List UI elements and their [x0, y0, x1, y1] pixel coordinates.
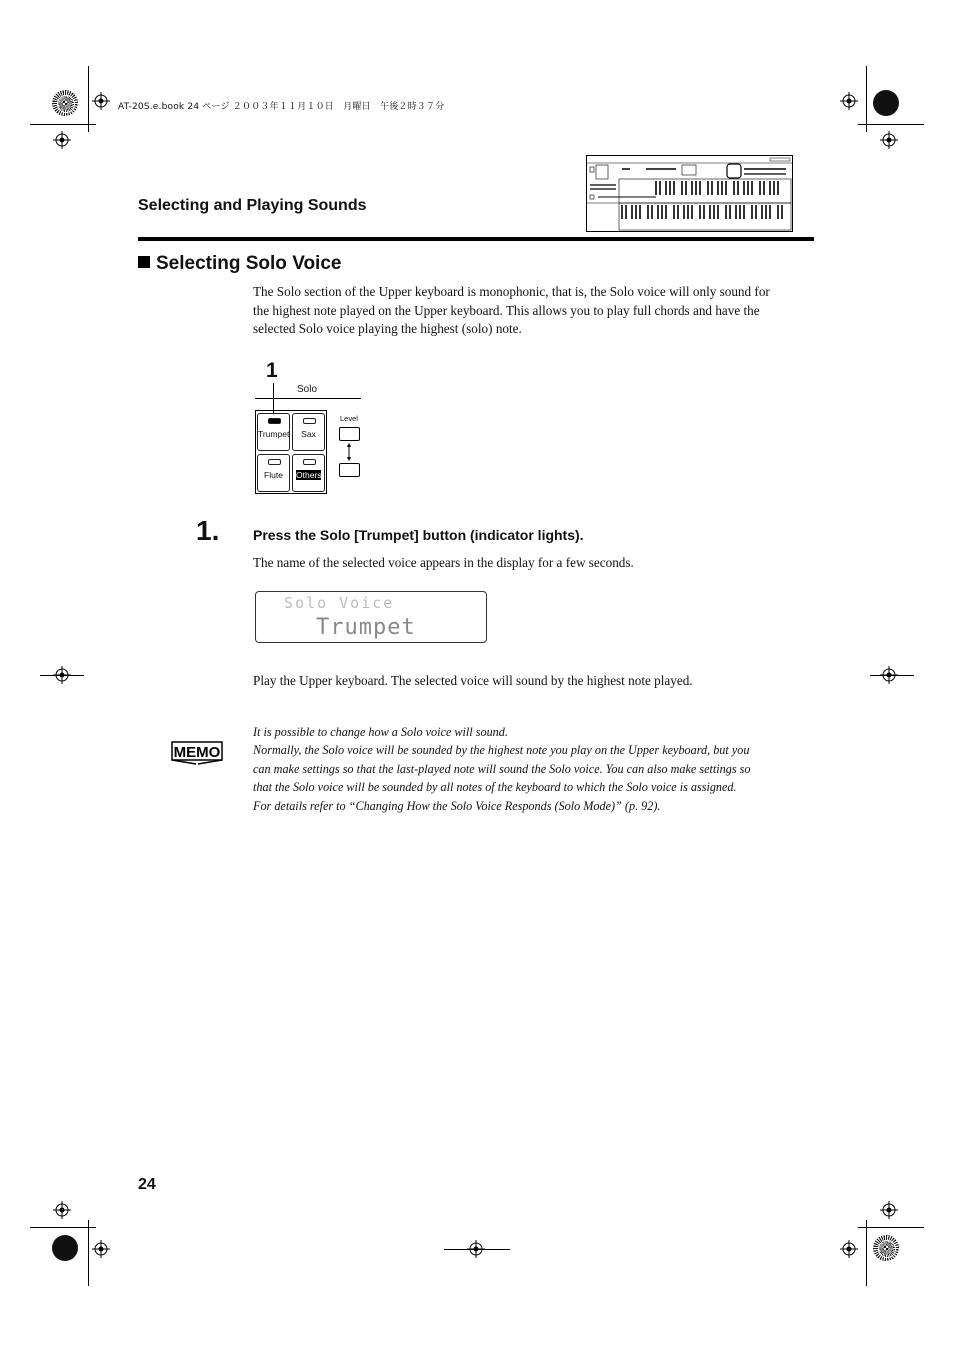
square-bullet-icon	[138, 256, 150, 268]
trumpet-indicator	[268, 418, 281, 424]
registration-sunburst-icon	[52, 1235, 78, 1261]
solo-button-frame	[255, 410, 327, 494]
flute-indicator	[268, 459, 281, 465]
memo-text	[253, 723, 753, 815]
crop-mark	[30, 124, 96, 125]
crop-mark	[858, 1227, 924, 1228]
crosshair-icon	[840, 1240, 858, 1258]
memo-line: It is possible to change how a Solo voice will sound.	[253, 725, 508, 739]
solo-group-line	[255, 398, 361, 399]
registration-sunburst-icon	[873, 1235, 899, 1261]
flute-label: Flute	[264, 470, 283, 480]
sax-indicator	[303, 418, 316, 424]
crop-mark	[866, 66, 867, 132]
callout-number: 1	[266, 359, 278, 382]
crosshair-icon	[840, 92, 858, 110]
level-up-button[interactable]	[339, 427, 360, 441]
crop-mark	[866, 1220, 867, 1286]
others-button[interactable]	[292, 454, 325, 492]
crop-mark	[30, 1227, 96, 1228]
crop-mark	[88, 1220, 89, 1286]
heading-text: Selecting Solo Voice	[156, 253, 342, 274]
page-number: 24	[138, 1176, 156, 1193]
crosshair-icon	[53, 131, 71, 149]
organ-panel-thumbnail	[586, 155, 793, 232]
crosshair-icon	[53, 666, 71, 684]
display-line-2: Trumpet	[316, 615, 416, 640]
display-line-1: Solo Voice	[284, 594, 395, 612]
crosshair-icon	[880, 666, 898, 684]
registration-sunburst-icon	[873, 90, 899, 116]
others-indicator	[303, 459, 316, 465]
others-label: Others	[296, 470, 322, 480]
play-instruction: Play the Upper keyboard. The selected voice will sound by the highest note played.	[253, 673, 693, 688]
file-header: AT-20S.e.book 24 ページ ２００３年１１月１０日 月曜日 午後２時３７分	[118, 102, 445, 112]
intro-paragraph: The Solo section of the Upper keyboard is monophonic, that is, the Solo voice will only sound for the highest note played on the Upper keyboard. This allows you to play full chords and have the selected Solo voice playing the highest (solo) note.	[253, 284, 770, 337]
crop-mark	[88, 66, 89, 132]
heading	[138, 253, 341, 275]
flute-button[interactable]	[257, 454, 290, 492]
crop-mark	[858, 124, 924, 125]
memo-line: Normally, the Solo voice will be sounded by the highest note you play on the Upper keyboard, but you can make settings so that the last-played note will sound the Solo voice. You can also make settings so that the Solo voice will be sounded by all notes of the keyboard to which the Solo voice is assigned. For details refer to “Changing How the Solo Voice Responds (Solo Mode)” (p. 92).	[253, 743, 751, 813]
crosshair-icon	[92, 1240, 110, 1258]
step-instruction: Press the Solo [Trumpet] button (indicator lights).	[253, 527, 584, 543]
step-note: The name of the selected voice appears in the display for a few seconds.	[253, 555, 634, 570]
sax-label: Sax	[301, 429, 316, 439]
solo-group-label: Solo	[297, 384, 318, 395]
section-rule	[138, 237, 814, 241]
crosshair-icon	[467, 1240, 485, 1258]
trumpet-label: Trumpet	[258, 429, 290, 439]
up-down-arrow-icon	[344, 443, 354, 461]
crosshair-icon	[880, 1201, 898, 1219]
memo-icon-label: MEMO	[173, 744, 221, 761]
crosshair-icon	[53, 1201, 71, 1219]
crosshair-icon	[880, 131, 898, 149]
section-title: Selecting and Playing Sounds	[138, 197, 367, 214]
memo-icon	[170, 738, 224, 766]
crosshair-icon	[92, 92, 110, 110]
lcd-display	[255, 591, 487, 643]
step-number: 1.	[196, 515, 220, 546]
registration-sunburst-icon	[52, 90, 78, 116]
trumpet-button[interactable]	[257, 413, 290, 451]
level-down-button[interactable]	[339, 463, 360, 477]
level-label: Level	[340, 414, 358, 423]
sax-button[interactable]	[292, 413, 325, 451]
